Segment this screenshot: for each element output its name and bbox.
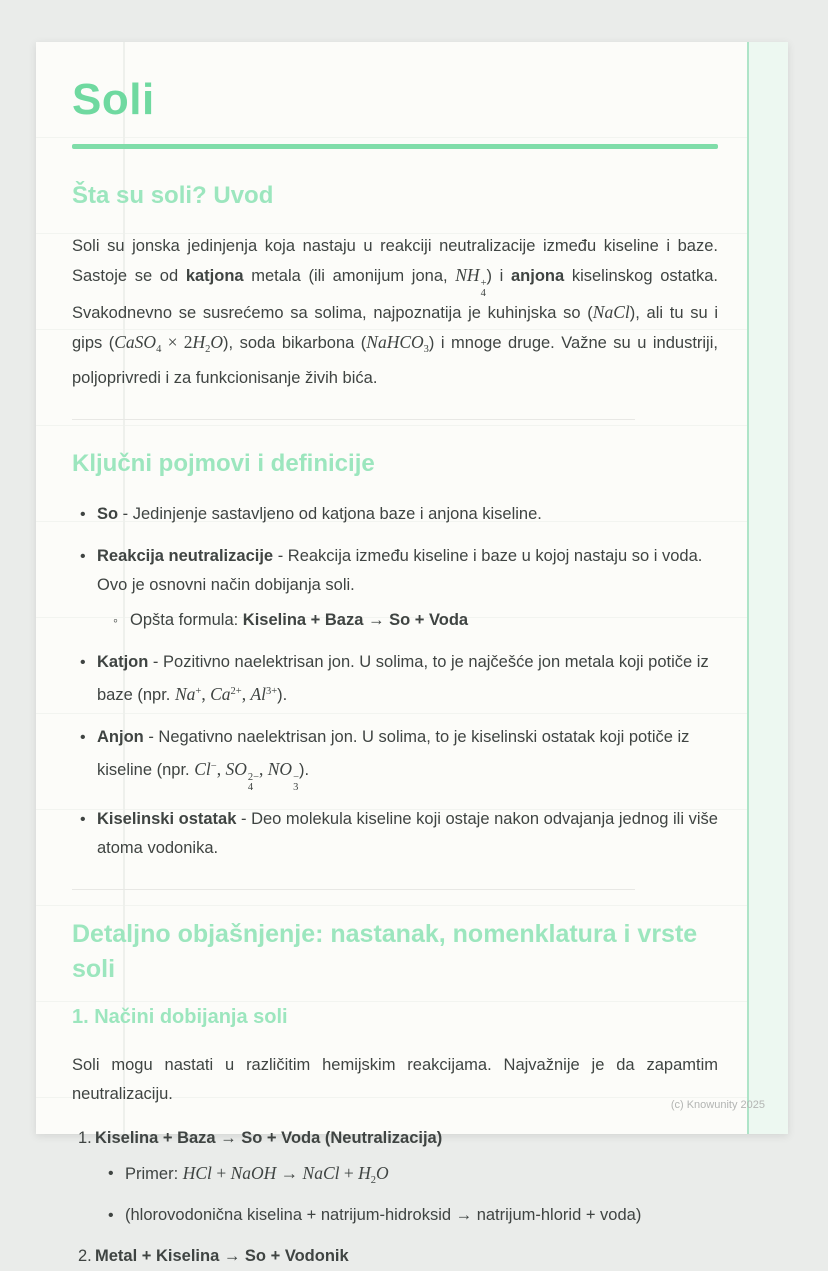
bullet-icon: • (80, 654, 86, 671)
chemical-formula: Cl−, SO 2− 4 , NO − 3 (194, 759, 299, 793)
detail-paragraph: Soli mogu nastati u različitim hemijskim reakcijama. Najvažnije je da zapamtim neutralizaciju. (72, 1056, 718, 1103)
list-item (80, 500, 718, 529)
chemical-formula: NH + 4 (455, 265, 487, 299)
list-item-text: Primer: HCl + NaOH → NaCl + $H_2O$ (125, 1163, 389, 1186)
key-terms-list (72, 500, 718, 863)
section-heading-detail: Detaljno objašnjenje: nastanak, nomenklatura i vrste soli (72, 920, 698, 983)
title-underline (72, 144, 718, 149)
chemical-formula: Na+, $Ca^{2+}$, $Al^{3+}$ (174, 684, 278, 704)
page-title: Soli (72, 75, 155, 124)
list-item (80, 542, 718, 635)
list-item-text: So - Jedinjenje sastavljeno od katjona baze i anjona kiseline. (97, 505, 542, 523)
section-divider (72, 889, 635, 890)
list-item (78, 1242, 718, 1271)
bullet-icon: • (80, 506, 86, 523)
list-item-text: Metal + Kiselina → So + Vodonik (95, 1247, 349, 1265)
sub-list (108, 1159, 718, 1230)
list-item (80, 648, 718, 710)
list-number: 2. (78, 1247, 92, 1265)
bullet-icon: • (108, 1207, 114, 1224)
ways-of-formation-list (72, 1124, 718, 1271)
subsection-heading: 1. Načini dobijanja soli (72, 1006, 288, 1028)
copyright-footer: (c) Knowunity 2025 (670, 1099, 765, 1111)
list-item-text: Kiselinski ostatak - Deo molekula kiseline koji ostaje nakon odvajanja jednog ili više atoma vodonika. (97, 810, 718, 857)
list-item-text: (hlorovodonična kiselina + natrijum-hidroksid → natrijum-hlorid + voda) (125, 1206, 642, 1224)
list-item (78, 1124, 718, 1230)
notebook-right-margin (747, 42, 788, 1134)
section-heading-intro: Šta su soli? Uvod (72, 182, 274, 209)
list-item-text: Kiselina + Baza → So + Voda (Neutralizacija) (95, 1129, 443, 1147)
list-number: 1. (78, 1129, 92, 1147)
section-heading-terms: Ključni pojmovi i definicije (72, 450, 375, 477)
bullet-icon: • (108, 1165, 114, 1182)
sub-list (113, 606, 718, 635)
note-content (72, 75, 718, 1271)
bullet-icon: • (80, 548, 86, 565)
note-page (36, 42, 788, 1265)
intro-paragraph: Soli su jonska jedinjenja koja nastaju u reakciji neutralizacije između kiseline i baze. Sastoje se od katjona metala (ili amonijum jona, NH + 4 ) i anjona kiselinskog ostatka. Svakodnevno se susrećemo sa solima, najpoznatija je kuhinjska so (NaCl), ali tu su i gips (CaSO$_4$ × $2H_2O$), soda bikarbona (NaHCO$_3$) i mnoge druge. Važne su u industriji, poljoprivredi i za funkcionisanje živih bića. (72, 237, 718, 387)
chemical-formula: NaCl (592, 302, 630, 322)
list-item (80, 723, 718, 792)
list-item-text: Anjon - Negativno naelektrisan jon. U solima, to je kiselinski ostatak koji potiče iz kiseline (npr. Cl−, SO 2− 4 , NO − 3 ). (97, 728, 690, 793)
chemical-formula: NaHCO$_3$ (366, 332, 429, 355)
section-divider (72, 419, 635, 420)
list-item-text: Opšta formula: Kiselina + Baza → So + Voda (130, 611, 469, 629)
chemical-formula: CaSO$_4$ × $2H_2O$ (114, 332, 224, 355)
bullet-icon: ◦ (113, 612, 118, 628)
list-item (80, 805, 718, 863)
bullet-icon: • (80, 729, 86, 746)
bullet-icon: • (80, 811, 86, 828)
list-item-text: Katjon - Pozitivno naelektrisan jon. U solima, to je najčešće jon metala koji potiče iz baze (npr. Na+, $Ca^{2+}$, $Al^{3+}$). (97, 653, 709, 704)
list-item-text: Reakcija neutralizacije - Reakcija između kiseline i baze u kojoj nastaju so i voda. Ovo je osnovni način dobijanja soli. (97, 547, 703, 594)
chemical-formula: HCl + NaOH → NaCl + $H_2O$ (182, 1163, 389, 1186)
